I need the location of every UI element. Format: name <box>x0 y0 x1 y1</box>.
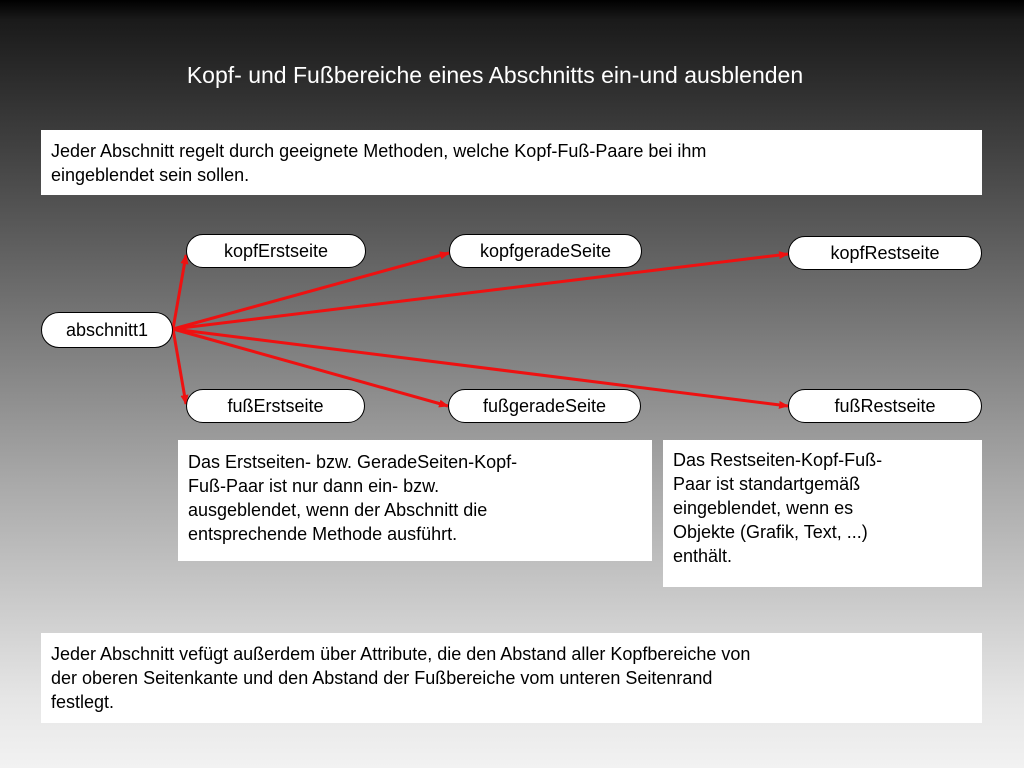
textbox-erst-gerade-note <box>178 440 652 561</box>
textbox-line: Das Restseiten-Kopf-Fuß- <box>673 450 883 470</box>
textbox-line: enthält. <box>673 546 733 566</box>
node-kopf-erstseite[interactable]: kopfErstseite <box>186 234 366 268</box>
node-fuss-geradeseite[interactable]: fußgeradeSeite <box>448 389 641 423</box>
textbox-line: Fuß-Paar ist nur dann ein- bzw. <box>188 476 440 496</box>
arrow-to-kopf-erstseite <box>173 255 186 329</box>
textbox-line: eingeblendet, wenn es <box>673 498 854 518</box>
textbox-bottom <box>41 633 982 723</box>
textbox-line: Paar ist standartgemäß <box>673 474 861 494</box>
textbox-line: Das Erstseiten- bzw. GeradeSeiten-Kopf- <box>188 452 518 472</box>
arrow-to-fusserstseite <box>173 329 186 404</box>
node-kopf-geradeseite[interactable]: kopfgeradeSeite <box>449 234 642 268</box>
textbox-restseiten-note <box>663 440 982 587</box>
textbox-line: Jeder Abschnitt regelt durch geeignete Methoden, welche Kopf-Fuß-Paare bei ihm <box>51 141 707 161</box>
textbox-line: Jeder Abschnitt vefügt außerdem über Attribute, die den Abstand aller Kopfbereiche von <box>51 644 751 664</box>
textbox-line: festlegt. <box>51 692 115 712</box>
slide-title: Kopf- und Fußbereiche eines Abschnitts ein-und ausblenden <box>186 62 804 88</box>
node-abschnitt1[interactable]: abschnitt1 <box>41 312 173 348</box>
textbox-line: ausgeblendet, wenn der Abschnitt die <box>188 500 488 520</box>
node-fuss-erstseite[interactable]: fußErstseite <box>186 389 365 423</box>
textbox-line: Objekte (Grafik, Text, ...) <box>673 522 868 542</box>
textbox-line: entsprechende Methode ausführt. <box>188 524 458 544</box>
node-kopf-restseite[interactable]: kopfRestseite <box>788 236 982 270</box>
textbox-line: der oberen Seitenkante und den Abstand der Fußbereiche vom unteren Seitenrand <box>51 668 713 688</box>
node-fuss-restseite[interactable]: fußRestseite <box>788 389 982 423</box>
textbox-line: eingeblendet sein sollen. <box>51 165 250 185</box>
